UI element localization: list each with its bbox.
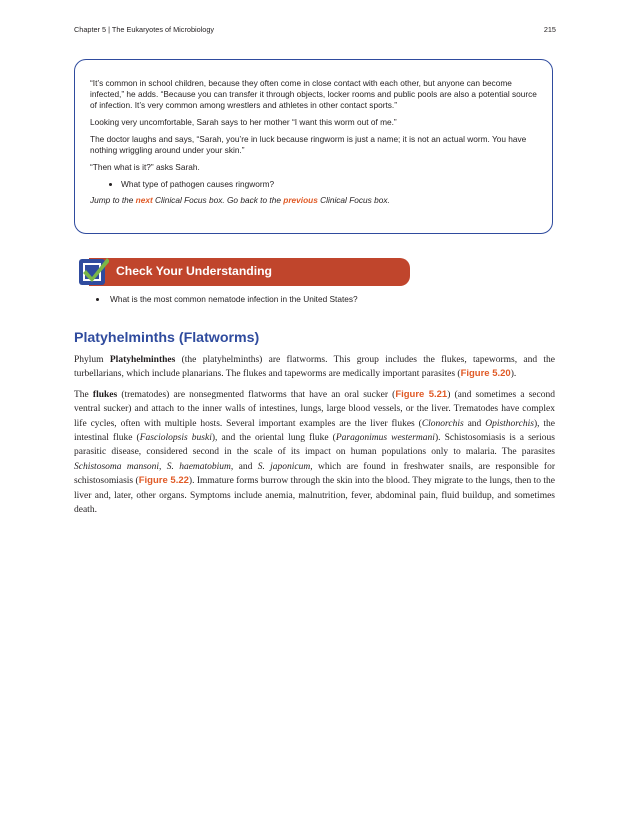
check-understanding-list [82, 294, 358, 305]
section-body [74, 353, 555, 523]
nav-text: Clinical Focus box. Go back to the [152, 195, 284, 205]
check-understanding-item: • What is the most common nematode infection in the United States? [108, 294, 358, 305]
clinical-paragraph: “It’s common in school children, because they often come in close contact with each other, but anyone can become infected,” he adds. “Because you can transfer it through objects, locker rooms and public pools are also a potential source of infection. It’s very common among wrestlers and athletes in other contact sports.” [90, 78, 537, 110]
figure-link[interactable]: Figure 5.21 [395, 388, 448, 400]
page-number: 215 [543, 25, 556, 34]
species-name: S. haematobium [166, 461, 231, 472]
clinical-question: • What type of pathogen causes ringworm? [121, 179, 538, 190]
body-paragraph: The flukes (trematodes) are nonsegmented flatworms that have an oral sucker (Figure 5.21) (and sometimes a second ventral sucker) and attach to the inner walls of intestines, lungs, large blood vessels, or the liver. Trematodes have complex life cycles, often with multiple hosts. Several important examples are the liver flukes (Clonorchis and Opisthorchis), the intestinal fluke (Fasciolopsis buski), and the oriental lung fluke (Paragonimus westermani). Schistosomiasis is a serious parasitic disease, considered second in the scale of its impact on human populations only to malaria. The parasites Schistosoma mansoni, S. haematobium, and S. japonicum, which are found in freshwater snails, are responsible for schistosomiasis (Figure 5.22). Immature forms burrow through the skin into the blood. They migrate to the lungs, then to the liver and, later, other organs. Symptoms include anemia, malnutrition, fever, abdominal pain, fluid buildup, and sometimes death. [74, 388, 556, 516]
figure-link[interactable]: Figure 5.20 [460, 368, 511, 380]
body-paragraph: Phylum Platyhelminthes (the platyhelminths) are flatworms. This group includes the flukes, tapeworms, and the turbellarians, which include planarians. The flukes and tapeworms are medically important parasites (Figure 5.20). [74, 355, 556, 380]
next-link[interactable]: next [135, 195, 153, 205]
species-name: Opisthorchis [485, 418, 534, 429]
section-heading: Platyhelminths (Flatworms) [74, 330, 260, 346]
species-name: Paragonimus westermani [335, 433, 435, 444]
clinical-paragraph: “Then what is it?” asks Sarah. [90, 162, 200, 172]
clinical-question-list [90, 179, 538, 190]
running-header [74, 25, 556, 37]
check-your-understanding-banner [77, 257, 410, 287]
species-name: Schistosoma mansoni [74, 461, 160, 472]
checkbox-check-icon [77, 257, 109, 287]
nav-text: Clinical Focus box. [317, 195, 390, 205]
figure-link[interactable]: Figure 5.22 [138, 475, 189, 487]
species-name: Clonorchis [421, 418, 464, 429]
term-platyhelminthes: Platyhelminthes [109, 355, 176, 365]
species-name: Fasciolopsis buski [139, 433, 212, 444]
species-name: S. japonicum [257, 461, 311, 472]
banner-title: Check Your Understanding [116, 264, 272, 278]
clinical-paragraph: Looking very uncomfortable, Sarah says to her mother “I want this worm out of me.” [90, 117, 397, 127]
nav-text: Jump to the [90, 195, 136, 205]
clinical-nav [90, 195, 538, 206]
clinical-paragraph: The doctor laughs and says, “Sarah, you’re in luck because ringworm is just a name; it is not an actual worm. You have nothing wriggling around under your skin.” [90, 134, 527, 155]
term-flukes: flukes [92, 389, 118, 400]
chapter-title: Chapter 5 | The Eukaryotes of Microbiology [74, 25, 215, 34]
clinical-focus-box [74, 59, 553, 234]
previous-link[interactable]: previous [283, 195, 318, 205]
